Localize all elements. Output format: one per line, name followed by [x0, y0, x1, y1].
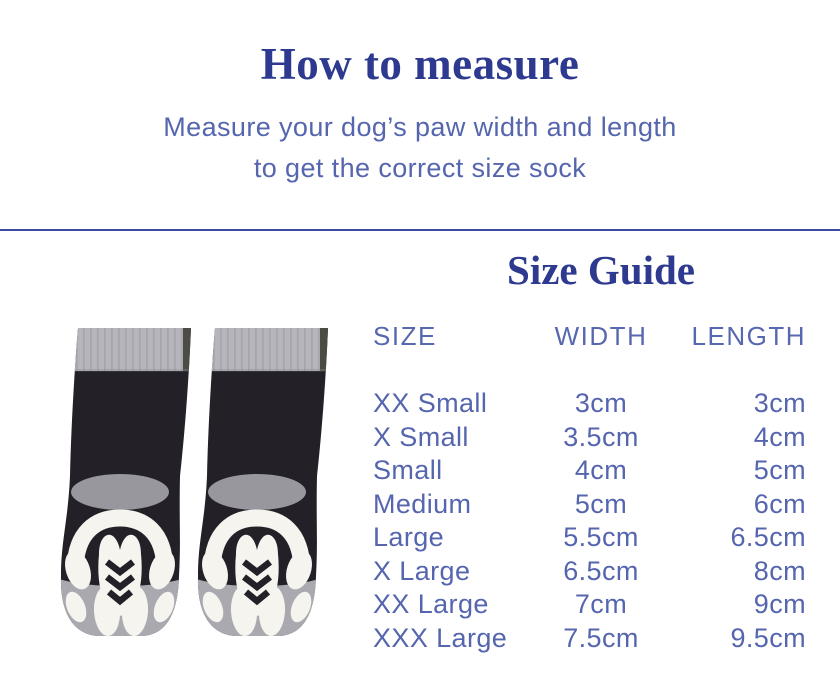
table-row [370, 421, 806, 455]
cell-width: 5cm [574, 488, 628, 519]
cell-length: 9.5cm [730, 622, 806, 653]
section-divider [0, 229, 840, 231]
cell-length: 5cm [753, 455, 806, 485]
cell-length: 6cm [753, 488, 806, 519]
cell-size: XX Large [373, 589, 489, 619]
size-table-header [370, 321, 806, 351]
size-table-body [370, 387, 806, 655]
page-subtitle [0, 107, 840, 189]
left-sock [58, 326, 193, 638]
table-row [370, 454, 806, 488]
table-row [370, 588, 806, 622]
right-sock [193, 326, 328, 638]
size-guide-section [370, 246, 806, 655]
cell-size: Small [373, 455, 443, 485]
cell-size: Medium [373, 488, 472, 519]
column-header-size: SIZE [373, 321, 437, 351]
table-row [370, 555, 806, 589]
cell-length: 8cm [753, 555, 806, 586]
page-title: How to measure [260, 39, 580, 89]
cell-size: Large [373, 522, 445, 552]
cell-length: 9cm [753, 589, 806, 619]
cell-size: XXX Large [373, 622, 508, 653]
table-row [370, 488, 806, 522]
cell-length: 6.5cm [730, 522, 806, 552]
dog-socks-illustration [58, 326, 328, 638]
table-row [370, 387, 806, 421]
cell-size: X Large [373, 555, 471, 586]
cell-width: 4cm [574, 455, 628, 485]
cell-width: 7cm [574, 589, 628, 619]
subtitle-line-2: to get the correct size sock [253, 153, 587, 183]
column-header-length: LENGTH [691, 321, 806, 351]
cell-width: 6.5cm [563, 555, 639, 586]
column-header-width: WIDTH [554, 321, 648, 351]
dog-paw-socks-image [58, 326, 328, 638]
table-row [370, 521, 806, 555]
cell-size: X Small [373, 421, 469, 452]
cell-size: XX Small [373, 388, 488, 418]
cell-width: 3.5cm [563, 421, 639, 452]
cell-width: 5.5cm [563, 522, 639, 552]
cell-width: 7.5cm [563, 622, 639, 653]
cell-length: 4cm [753, 421, 806, 452]
cell-length: 3cm [753, 388, 806, 418]
table-row [370, 622, 806, 656]
subtitle-line-1: Measure your dog’s paw width and length [163, 112, 677, 142]
cell-width: 3cm [574, 388, 628, 418]
size-guide-title: Size Guide [507, 247, 695, 293]
